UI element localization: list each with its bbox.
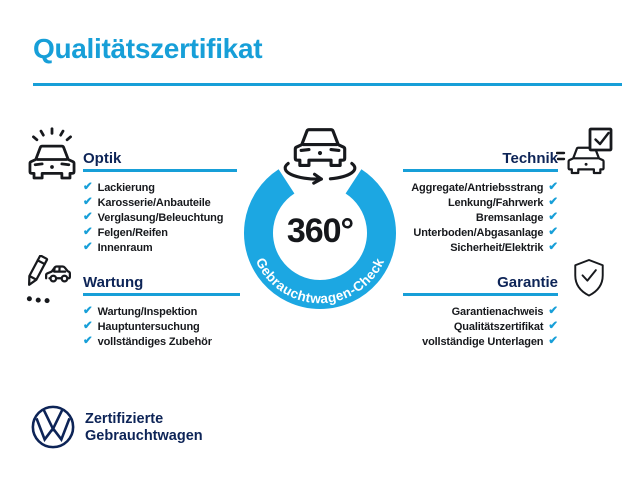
- checklist-item: [83, 334, 212, 349]
- checklist-item: [350, 319, 558, 334]
- checklist-item: [83, 225, 223, 240]
- checklist-item: [83, 319, 212, 334]
- section-title-optik: Optik: [83, 150, 122, 167]
- checklist-item: [350, 180, 558, 195]
- checklist-item-label: Lenkung/Fahrwerk: [447, 196, 544, 209]
- service-pencil-car-icon: [21, 255, 75, 309]
- section-rule-optik: [83, 169, 237, 172]
- checklist-item-label: Felgen/Reifen: [97, 226, 168, 239]
- checklist-item: [83, 180, 223, 195]
- checklist-item: [350, 304, 558, 319]
- checklist-item-label: Bremsanlage: [475, 211, 544, 224]
- checklist-item: [350, 225, 558, 240]
- checklist-item-label: Karosserie/Anbauteile: [97, 196, 211, 209]
- header-divider: [33, 83, 622, 86]
- check-icon: ✔: [83, 334, 93, 347]
- check-icon: ✔: [548, 225, 558, 238]
- check-icon: ✔: [548, 210, 558, 223]
- check-icon: ✔: [548, 304, 558, 317]
- vw-logo: [30, 404, 76, 450]
- checklist-item: [350, 210, 558, 225]
- section-title-garantie: Garantie: [497, 274, 558, 291]
- checklist-item-label: Unterboden/Abgasanlage: [413, 226, 544, 239]
- check-icon: ✔: [83, 240, 93, 253]
- section-rule-technik: [403, 169, 558, 172]
- checklist-item: [350, 240, 558, 255]
- checklist-item-label: Innenraum: [97, 241, 153, 254]
- section-title-wartung: Wartung: [83, 274, 144, 291]
- checklist-item-label: Aggregate/Antriebsstrang: [411, 181, 544, 194]
- check-icon: ✔: [83, 225, 93, 238]
- brand-line-2: Gebrauchtwagen: [85, 428, 203, 444]
- car-checkbox-icon: [556, 127, 614, 181]
- checklist-item-label: Wartung/Inspektion: [97, 305, 198, 318]
- check-icon: ✔: [548, 334, 558, 347]
- checklist-item: [350, 195, 558, 210]
- checklist-item: [83, 240, 223, 255]
- checklist-item-label: Lackierung: [97, 181, 155, 194]
- check-icon: ✔: [83, 319, 93, 332]
- checklist-item-label: Sicherheit/Elektrik: [450, 241, 544, 254]
- check-icon: ✔: [83, 304, 93, 317]
- car-shine-icon: [24, 127, 80, 185]
- checklist-item-label: Verglasung/Beleuchtung: [97, 211, 224, 224]
- check-icon: ✔: [548, 319, 558, 332]
- checklist-item: [83, 210, 223, 225]
- checklist-item-label: vollständiges Zubehör: [97, 335, 212, 348]
- check-icon: ✔: [83, 180, 93, 193]
- checklist-item: [83, 304, 212, 319]
- section-rule-garantie: [403, 293, 558, 296]
- brand-wordmark: [85, 411, 203, 445]
- check-icon: ✔: [548, 240, 558, 253]
- checklist-item: [350, 334, 558, 349]
- wartung-checklist: [83, 304, 212, 349]
- degree-label: 360°: [286, 212, 354, 250]
- checklist-item-label: Hauptuntersuchung: [97, 320, 200, 333]
- shield-check-icon: [571, 258, 607, 300]
- optik-checklist: [83, 180, 223, 255]
- checklist-item: [83, 195, 223, 210]
- checklist-item-label: Garantienachweis: [451, 305, 544, 318]
- section-title-technik: Technik: [502, 150, 558, 167]
- section-rule-wartung: [83, 293, 240, 296]
- checklist-item-label: vollständige Unterlagen: [422, 335, 544, 348]
- ring-label: Gebrauchtwagen-Check: [252, 255, 388, 307]
- checklist-item-label: Qualitätszertifikat: [453, 320, 544, 333]
- car-rotation-icon: [281, 116, 359, 194]
- page-title: Qualitätszertifikat: [33, 33, 263, 64]
- technik-checklist: [350, 180, 558, 255]
- check-icon: ✔: [83, 195, 93, 208]
- check-icon: ✔: [548, 195, 558, 208]
- garantie-checklist: [350, 304, 558, 349]
- check-icon: ✔: [83, 210, 93, 223]
- check-icon: ✔: [548, 180, 558, 193]
- brand-line-1: Zertifizierte: [85, 411, 164, 427]
